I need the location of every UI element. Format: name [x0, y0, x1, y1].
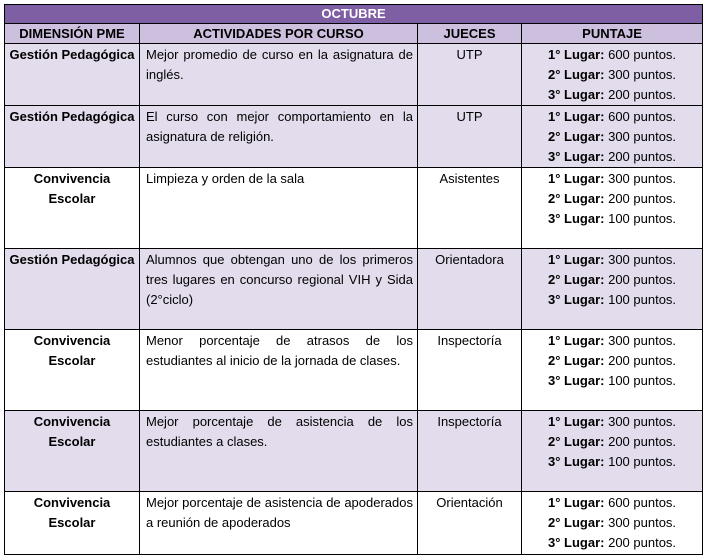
score-line-1: 1° Lugar: 600 puntos.	[547, 495, 677, 510]
score-cell	[522, 492, 703, 555]
dimension-cell: Convivencia Escolar	[5, 411, 140, 492]
score-line-2: 2° Lugar: 200 puntos.	[547, 353, 677, 368]
judge-cell: Inspectoría	[418, 330, 522, 411]
activity-cell: Mejor porcentaje de asistencia de los estudiantes a clases.	[140, 411, 418, 492]
score-line-3: 3° Lugar: 200 puntos.	[547, 149, 677, 164]
score-line-3: 3° Lugar: 100 puntos.	[547, 373, 677, 388]
october-activities-table	[4, 4, 703, 555]
activity-cell: Alumnos que obtengan uno de los primeros tres lugares en concurso regional VIH y Sida (2°ciclo)	[140, 249, 418, 330]
score-line-2: 2° Lugar: 300 puntos.	[547, 67, 677, 82]
month-title: OCTUBRE	[5, 5, 703, 24]
score-cell	[522, 330, 703, 411]
header-judges: JUECES	[418, 24, 522, 44]
header-activity: ACTIVIDADES POR CURSO	[140, 24, 418, 44]
table-row	[5, 168, 703, 249]
header-score: PUNTAJE	[522, 24, 703, 44]
activity-cell: Mejor promedio de curso en la asignatura de inglés.	[140, 44, 418, 106]
score-line-2: 2° Lugar: 300 puntos.	[547, 515, 677, 530]
score-line-2: 2° Lugar: 300 puntos.	[547, 129, 677, 144]
score-line-1: 1° Lugar: 600 puntos.	[547, 109, 677, 124]
month-title-row	[5, 5, 703, 24]
score-line-1: 1° Lugar: 300 puntos.	[547, 414, 677, 429]
score-line-1: 1° Lugar: 600 puntos.	[547, 47, 677, 62]
header-row	[5, 24, 703, 44]
table-row	[5, 411, 703, 492]
judge-cell: UTP	[418, 106, 522, 168]
table-row	[5, 492, 703, 555]
activity-cell: Limpieza y orden de la sala	[140, 168, 418, 249]
score-cell	[522, 411, 703, 492]
activity-cell: El curso con mejor comportamiento en la asignatura de religión.	[140, 106, 418, 168]
dimension-cell: Gestión Pedagógica	[5, 106, 140, 168]
table-row	[5, 44, 703, 106]
dimension-cell: Gestión Pedagógica	[5, 249, 140, 330]
score-cell	[522, 249, 703, 330]
judge-cell: UTP	[418, 44, 522, 106]
score-line-3: 3° Lugar: 100 puntos.	[547, 211, 677, 226]
dimension-cell: Gestión Pedagógica	[5, 44, 140, 106]
header-dimension: DIMENSIÓN PME	[5, 24, 140, 44]
score-line-3: 3° Lugar: 100 puntos.	[547, 292, 677, 307]
score-line-1: 1° Lugar: 300 puntos.	[547, 333, 677, 348]
judge-cell: Orientación	[418, 492, 522, 555]
dimension-cell: Convivencia Escolar	[5, 330, 140, 411]
table-row	[5, 330, 703, 411]
judge-cell: Orientadora	[418, 249, 522, 330]
dimension-cell: Convivencia Escolar	[5, 168, 140, 249]
score-line-3: 3° Lugar: 200 puntos.	[547, 535, 677, 550]
score-line-2: 2° Lugar: 200 puntos.	[547, 434, 677, 449]
score-cell	[522, 168, 703, 249]
table-row	[5, 249, 703, 330]
judge-cell: Asistentes	[418, 168, 522, 249]
score-line-3: 3° Lugar: 200 puntos.	[547, 87, 677, 102]
activity-cell: Mejor porcentaje de asistencia de apoderados a reunión de apoderados	[140, 492, 418, 555]
score-cell	[522, 44, 703, 106]
score-line-2: 2° Lugar: 200 puntos.	[547, 191, 677, 206]
score-line-1: 1° Lugar: 300 puntos.	[547, 171, 677, 186]
table-row	[5, 106, 703, 168]
score-line-1: 1° Lugar: 300 puntos.	[547, 252, 677, 267]
score-line-3: 3° Lugar: 100 puntos.	[547, 454, 677, 469]
score-cell	[522, 106, 703, 168]
judge-cell: Inspectoría	[418, 411, 522, 492]
score-line-2: 2° Lugar: 200 puntos.	[547, 272, 677, 287]
dimension-cell: Convivencia Escolar	[5, 492, 140, 555]
activity-cell: Menor porcentaje de atrasos de los estudiantes al inicio de la jornada de clases.	[140, 330, 418, 411]
